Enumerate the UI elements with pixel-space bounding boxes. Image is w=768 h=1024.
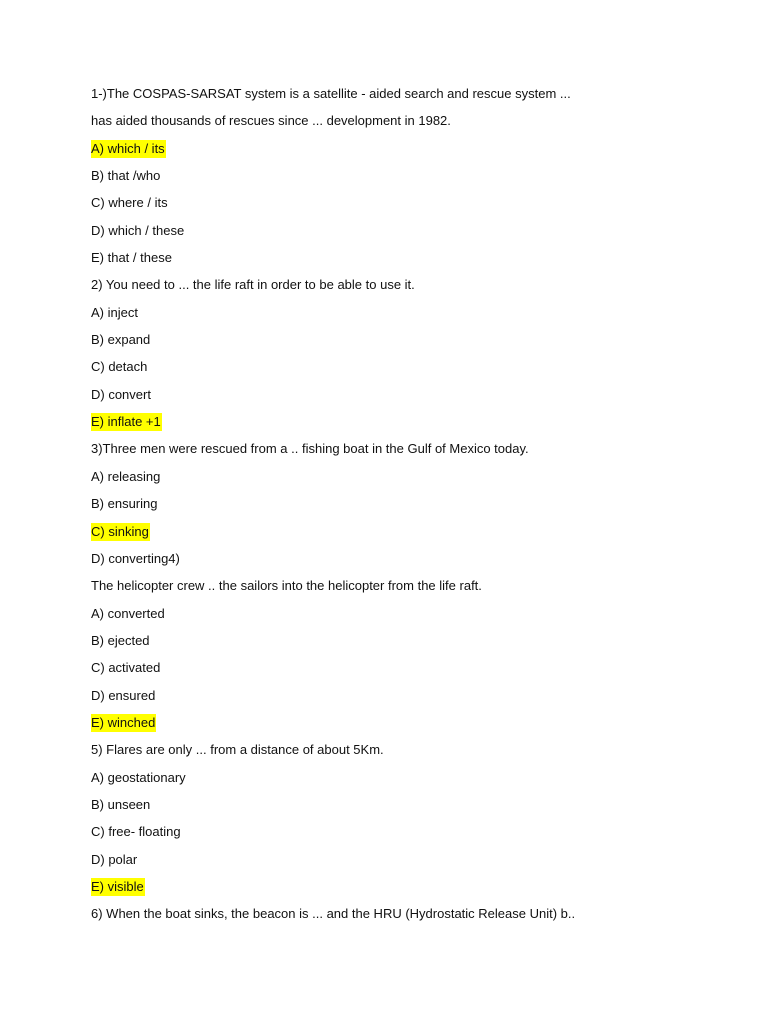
document-body [91,85,711,933]
line-text: B) ejected [91,632,150,648]
line-text: has aided thousands of rescues since ... development in 1982. [91,113,451,129]
text-line [91,632,711,659]
line-text: A) converted [91,605,165,621]
line-text: B) expand [91,332,151,348]
text-line [91,495,711,522]
highlighted-answer-line [91,714,711,741]
text-line [91,386,711,413]
line-text: B) that /who [91,168,161,184]
line-text: B) unseen [91,796,151,812]
line-text: D) which / these [91,222,185,238]
text-line [91,605,711,632]
text-line [91,222,711,249]
text-line [91,823,711,850]
text-line [91,440,711,467]
highlighted-answer-line [91,878,711,905]
text-line [91,851,711,878]
line-text: 3)Three men were rescued from a .. fishing boat in the Gulf of Mexico today. [91,441,529,457]
line-text: D) converting4) [91,550,180,566]
line-text: A) releasing [91,468,161,484]
text-line [91,659,711,686]
line-text: 5) Flares are only ... from a distance of about 5Km. [91,742,384,758]
text-line [91,358,711,385]
text-line [91,85,711,112]
line-text: E) visible [91,878,144,894]
line-text: D) convert [91,386,151,402]
text-line [91,304,711,331]
text-line [91,550,711,577]
line-text: 2) You need to ... the life raft in order to be able to use it. [91,277,415,293]
line-text: C) free- floating [91,824,181,840]
line-text: D) ensured [91,687,156,703]
line-text: E) inflate +1 [91,414,161,430]
text-line [91,112,711,139]
text-line [91,194,711,221]
line-text: C) detach [91,359,148,375]
line-text: E) that / these [91,250,172,266]
text-line [91,331,711,358]
line-text: A) geostationary [91,769,186,785]
highlighted-answer-line [91,523,711,550]
line-text: The helicopter crew .. the sailors into the helicopter from the life raft. [91,578,482,594]
line-text: 1-)The COSPAS-SARSAT system is a satellite - aided search and rescue system ... [91,86,571,101]
text-line [91,167,711,194]
text-line [91,276,711,303]
highlighted-answer-line [91,413,711,440]
line-text: 6) When the boat sinks, the beacon is ... and the HRU (Hydrostatic Release Unit) b.. [91,906,576,922]
text-line [91,796,711,823]
text-line [91,468,711,495]
text-line [91,741,711,768]
text-line [91,905,711,932]
text-line [91,769,711,796]
line-text: C) where / its [91,195,168,211]
line-text: A) which / its [91,140,165,156]
text-line [91,687,711,714]
highlighted-answer-line [91,140,711,167]
text-line [91,577,711,604]
line-text: B) ensuring [91,496,158,512]
line-text: C) sinking [91,523,149,539]
line-text: A) inject [91,304,138,320]
text-line [91,249,711,276]
line-text: D) polar [91,851,138,867]
line-text: E) winched [91,714,156,730]
line-text: C) activated [91,660,161,676]
